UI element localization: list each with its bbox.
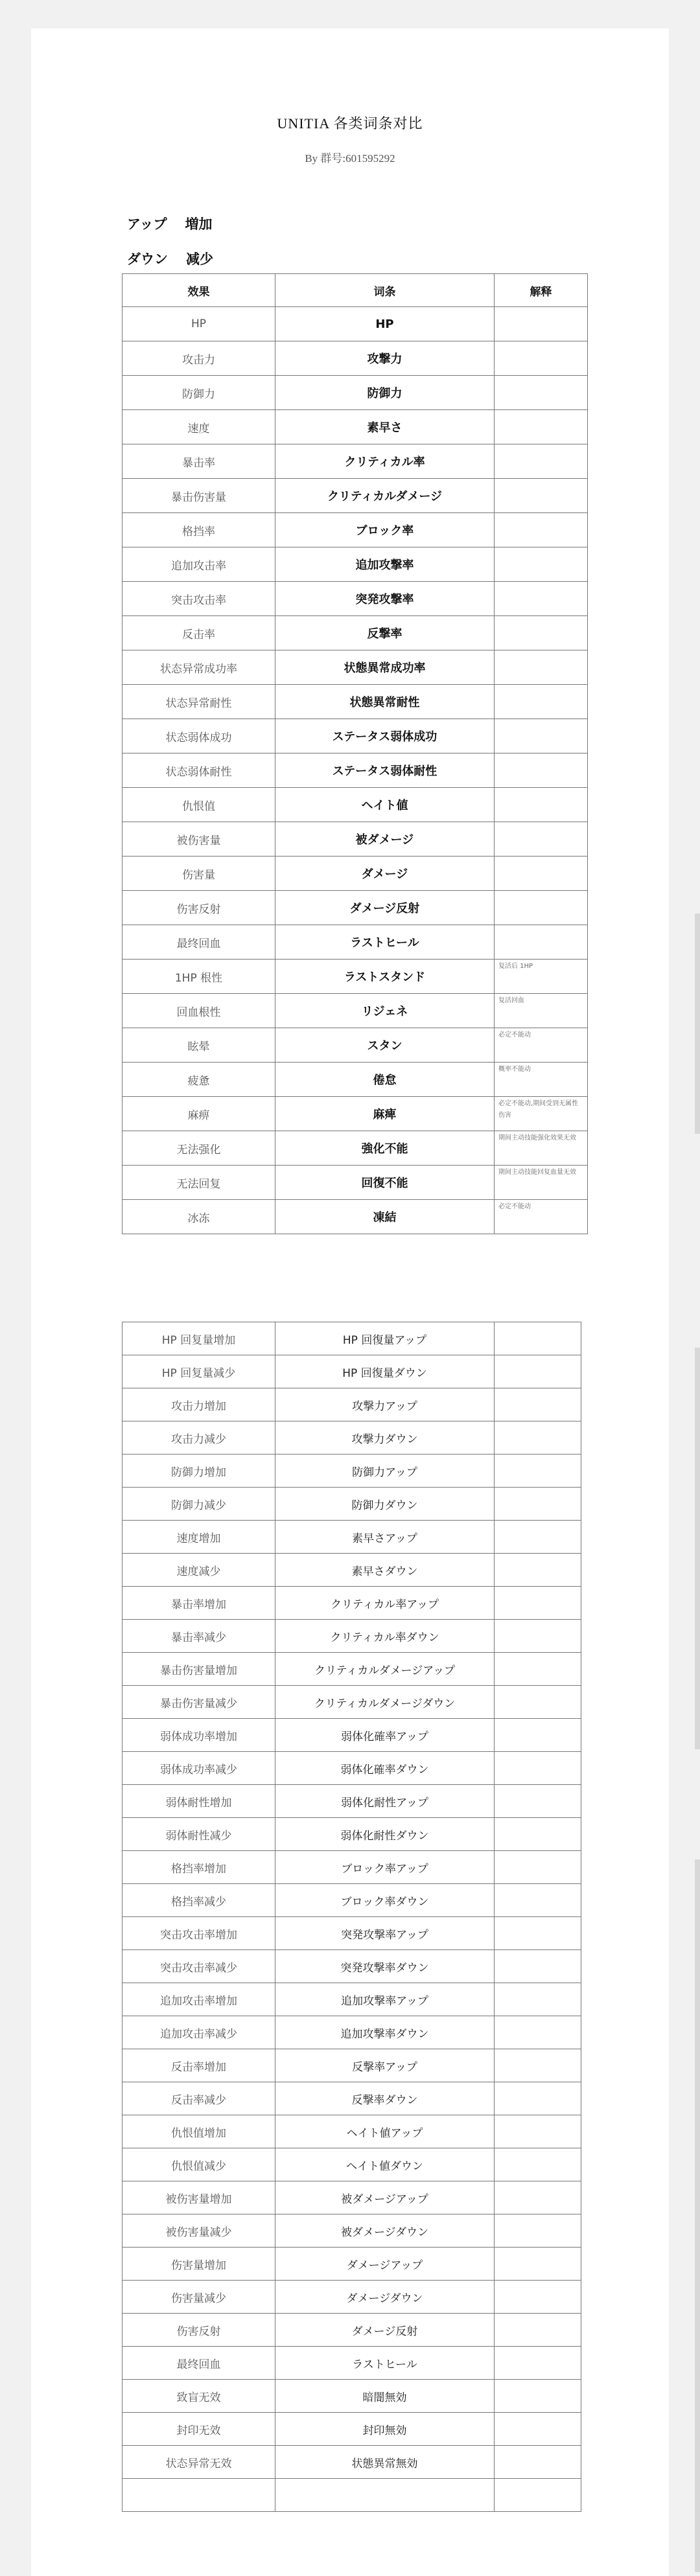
table-row bbox=[122, 2413, 581, 2446]
term-cell: ダメージ反射 bbox=[275, 2314, 495, 2347]
term-cell: 麻痺 bbox=[275, 1097, 495, 1131]
effect-cell: 弱体成功率增加 bbox=[122, 1719, 275, 1752]
effect-cell: 仇恨值增加 bbox=[122, 2115, 275, 2148]
empty-note-cell bbox=[495, 1653, 581, 1686]
term-cell: HP 回復量アップ bbox=[275, 1322, 495, 1355]
scroll-marker-2 bbox=[695, 1348, 700, 1749]
term-cell: 被ダメージダウン bbox=[275, 2214, 495, 2248]
note-cell bbox=[495, 719, 588, 753]
table-row bbox=[122, 1521, 581, 1554]
term-cell: 状態異常無効 bbox=[275, 2446, 495, 2479]
effect-cell: 无法强化 bbox=[122, 1131, 275, 1166]
table-row bbox=[122, 685, 588, 719]
empty-note-cell bbox=[495, 2413, 581, 2446]
legend-up-jp: アップ bbox=[127, 216, 167, 232]
table-row bbox=[122, 2148, 581, 2181]
empty-note-cell bbox=[495, 1521, 581, 1554]
effect-cell: 暴击率增加 bbox=[122, 1587, 275, 1620]
table-row bbox=[122, 444, 588, 479]
empty-note-cell bbox=[495, 2181, 581, 2214]
empty-note-cell bbox=[495, 1818, 581, 1851]
header-term: 词条 bbox=[275, 274, 495, 307]
document-title: UNITIA 各类词条对比 bbox=[277, 115, 423, 132]
empty-note-cell bbox=[495, 1587, 581, 1620]
table-row bbox=[122, 753, 588, 788]
note-cell bbox=[495, 341, 588, 376]
effect-cell: 弱体耐性减少 bbox=[122, 1818, 275, 1851]
effect-cell: 被伤害量 bbox=[122, 822, 275, 857]
table-row bbox=[122, 2049, 581, 2082]
term-cell: リジェネ bbox=[275, 994, 495, 1028]
empty-note-cell bbox=[495, 1620, 581, 1653]
term-cell: 突発攻撃率アップ bbox=[275, 1917, 495, 1950]
term-cell: ステータス弱体成功 bbox=[275, 719, 495, 753]
note-cell: 期间主动技能强化效果无效 bbox=[495, 1131, 588, 1166]
table-row bbox=[122, 1131, 588, 1166]
empty-note-cell bbox=[495, 1785, 581, 1818]
empty-note-cell bbox=[495, 1950, 581, 1983]
term-cell: 被ダメージ bbox=[275, 822, 495, 857]
effect-cell: 疲惫 bbox=[122, 1063, 275, 1097]
effect-cell: HP 回复量减少 bbox=[122, 1355, 275, 1388]
empty-note-cell bbox=[495, 1554, 581, 1587]
term-cell: 素早さ bbox=[275, 410, 495, 444]
effect-cell: 伤害量减少 bbox=[122, 2281, 275, 2314]
effect-cell: 伤害量增加 bbox=[122, 2248, 275, 2281]
effect-cell: 追加攻击率增加 bbox=[122, 1983, 275, 2016]
effect-cell: 反击率增加 bbox=[122, 2049, 275, 2082]
effect-cell: 被伤害量减少 bbox=[122, 2214, 275, 2248]
empty-note-cell bbox=[495, 2049, 581, 2082]
effect-cell: 仇恨值减少 bbox=[122, 2148, 275, 2181]
table-row bbox=[122, 1884, 581, 1917]
table-row bbox=[122, 341, 588, 376]
effect-cell: 暴击伤害量增加 bbox=[122, 1653, 275, 1686]
term-cell: クリティカルダメージアップ bbox=[275, 1653, 495, 1686]
effect-cell: HP 回复量增加 bbox=[122, 1322, 275, 1355]
table-row bbox=[122, 616, 588, 650]
empty-note-cell bbox=[495, 2248, 581, 2281]
empty-note-cell bbox=[495, 2347, 581, 2380]
term-cell: 封印無効 bbox=[275, 2413, 495, 2446]
empty-note-cell bbox=[495, 1983, 581, 2016]
effect-cell: 速度增加 bbox=[122, 1521, 275, 1554]
term-cell: ダメージアップ bbox=[275, 2248, 495, 2281]
term-cell: ステータス弱体耐性 bbox=[275, 753, 495, 788]
effect-cell bbox=[122, 2479, 275, 2512]
effect-cell: 最终回血 bbox=[122, 2347, 275, 2380]
term-cell: 被ダメージアップ bbox=[275, 2181, 495, 2214]
table-row bbox=[122, 822, 588, 857]
table-row bbox=[122, 1388, 581, 1421]
term-cell: ヘイト値アップ bbox=[275, 2115, 495, 2148]
term-table-basic bbox=[122, 273, 588, 1234]
effect-cell: 状态弱体成功 bbox=[122, 719, 275, 753]
effect-cell: 突击攻击率 bbox=[122, 582, 275, 616]
table-header-row bbox=[122, 274, 588, 307]
term-cell: HP 回復量ダウン bbox=[275, 1355, 495, 1388]
term-cell: ブロック率 bbox=[275, 513, 495, 547]
effect-cell: 格挡率 bbox=[122, 513, 275, 547]
table-row bbox=[122, 1554, 581, 1587]
table-row bbox=[122, 1488, 581, 1521]
term-cell: 防御力アップ bbox=[275, 1455, 495, 1488]
note-cell: 复活回血 bbox=[495, 994, 588, 1028]
effect-cell: 状态异常无效 bbox=[122, 2446, 275, 2479]
table-row bbox=[122, 1063, 588, 1097]
term-cell: ブロック率ダウン bbox=[275, 1884, 495, 1917]
effect-cell: 反击率 bbox=[122, 616, 275, 650]
table-row bbox=[122, 2115, 581, 2148]
empty-note-cell bbox=[495, 2479, 581, 2512]
effect-cell: 暴击率 bbox=[122, 444, 275, 479]
effect-cell: 格挡率增加 bbox=[122, 1851, 275, 1884]
table-row bbox=[122, 410, 588, 444]
table-row bbox=[122, 547, 588, 582]
table-row bbox=[122, 960, 588, 994]
note-cell: 期间主动技能回复血量无效 bbox=[495, 1166, 588, 1200]
term-cell: ブロック率アップ bbox=[275, 1851, 495, 1884]
effect-cell: 状态弱体耐性 bbox=[122, 753, 275, 788]
term-cell: 防御力 bbox=[275, 376, 495, 410]
note-cell bbox=[495, 650, 588, 685]
empty-note-cell bbox=[495, 1421, 581, 1455]
table-row bbox=[122, 1983, 581, 2016]
empty-note-cell bbox=[495, 1917, 581, 1950]
table-row bbox=[122, 1752, 581, 1785]
note-cell bbox=[495, 788, 588, 822]
term-cell: ヘイト値 bbox=[275, 788, 495, 822]
term-cell: ラストヒール bbox=[275, 2347, 495, 2380]
empty-note-cell bbox=[495, 1455, 581, 1488]
legend-up bbox=[127, 214, 231, 233]
term-cell: 突発攻撃率ダウン bbox=[275, 1950, 495, 1983]
note-cell bbox=[495, 891, 588, 925]
effect-cell: 麻痹 bbox=[122, 1097, 275, 1131]
table-row bbox=[122, 1028, 588, 1063]
table-row bbox=[122, 891, 588, 925]
empty-note-cell bbox=[495, 2446, 581, 2479]
scroll-marker-3 bbox=[695, 1859, 700, 2572]
effect-cell: 速度 bbox=[122, 410, 275, 444]
effect-cell: 无法回复 bbox=[122, 1166, 275, 1200]
table-row bbox=[122, 513, 588, 547]
table-row bbox=[122, 1097, 588, 1131]
effect-cell: 防御力减少 bbox=[122, 1488, 275, 1521]
note-cell: 必定不能动 bbox=[495, 1200, 588, 1234]
legend-down-cn: 减少 bbox=[186, 251, 213, 267]
effect-cell: 弱体耐性增加 bbox=[122, 1785, 275, 1818]
table-row bbox=[122, 1818, 581, 1851]
empty-note-cell bbox=[495, 2148, 581, 2181]
term-cell: HP bbox=[275, 307, 495, 341]
table-row bbox=[122, 719, 588, 753]
effect-cell: 格挡率减少 bbox=[122, 1884, 275, 1917]
term-cell: 素早さダウン bbox=[275, 1554, 495, 1587]
note-cell: 概率不能动 bbox=[495, 1063, 588, 1097]
effect-cell: HP bbox=[122, 307, 275, 341]
effect-cell: 攻击力增加 bbox=[122, 1388, 275, 1421]
table-row bbox=[122, 1917, 581, 1950]
term-cell: 弱体化確率アップ bbox=[275, 1719, 495, 1752]
effect-cell: 攻击力减少 bbox=[122, 1421, 275, 1455]
table-row bbox=[122, 2214, 581, 2248]
note-cell bbox=[495, 376, 588, 410]
table-row bbox=[122, 1950, 581, 1983]
term-cell: 弱体化耐性ダウン bbox=[275, 1818, 495, 1851]
table-row bbox=[122, 2016, 581, 2049]
term-cell: ヘイト値ダウン bbox=[275, 2148, 495, 2181]
effect-cell: 速度减少 bbox=[122, 1554, 275, 1587]
document-subtitle: By 群号:601595292 bbox=[305, 152, 395, 165]
note-cell bbox=[495, 616, 588, 650]
empty-note-cell bbox=[495, 2082, 581, 2115]
table-row bbox=[122, 2281, 581, 2314]
term-cell: 反撃率ダウン bbox=[275, 2082, 495, 2115]
header-effect: 效果 bbox=[122, 274, 275, 307]
effect-cell: 追加攻击率减少 bbox=[122, 2016, 275, 2049]
empty-note-cell bbox=[495, 1355, 581, 1388]
effect-cell: 眩晕 bbox=[122, 1028, 275, 1063]
table-row bbox=[122, 2082, 581, 2115]
table-row bbox=[122, 582, 588, 616]
term-cell: 攻撃力ダウン bbox=[275, 1421, 495, 1455]
table-row bbox=[122, 1355, 581, 1388]
term-cell: ラストスタンド bbox=[275, 960, 495, 994]
effect-cell: 封印无效 bbox=[122, 2413, 275, 2446]
table-row bbox=[122, 1851, 581, 1884]
term-cell: 素早さアップ bbox=[275, 1521, 495, 1554]
effect-cell: 伤害反射 bbox=[122, 2314, 275, 2347]
table-row bbox=[122, 2181, 581, 2214]
table-row bbox=[122, 1719, 581, 1752]
empty-note-cell bbox=[495, 1752, 581, 1785]
empty-note-cell bbox=[495, 1686, 581, 1719]
table-row bbox=[122, 1421, 581, 1455]
table-row bbox=[122, 1785, 581, 1818]
table-row bbox=[122, 307, 588, 341]
effect-cell: 状态异常耐性 bbox=[122, 685, 275, 719]
effect-cell: 攻击力 bbox=[122, 341, 275, 376]
term-cell: 暗闇無効 bbox=[275, 2380, 495, 2413]
empty-note-cell bbox=[495, 1488, 581, 1521]
term-cell: 倦怠 bbox=[275, 1063, 495, 1097]
effect-cell: 回血根性 bbox=[122, 994, 275, 1028]
empty-note-cell bbox=[495, 2380, 581, 2413]
term-cell: 攻撃力アップ bbox=[275, 1388, 495, 1421]
term-cell: ダメージ bbox=[275, 857, 495, 891]
table-row bbox=[122, 2347, 581, 2380]
effect-cell: 追加攻击率 bbox=[122, 547, 275, 582]
empty-note-cell bbox=[495, 1851, 581, 1884]
term-cell: 反撃率 bbox=[275, 616, 495, 650]
effect-cell: 状态异常成功率 bbox=[122, 650, 275, 685]
table-row bbox=[122, 857, 588, 891]
term-cell: 追加攻撃率 bbox=[275, 547, 495, 582]
table-row bbox=[122, 2479, 581, 2512]
note-cell bbox=[495, 753, 588, 788]
effect-cell: 防御力增加 bbox=[122, 1455, 275, 1488]
table-row bbox=[122, 1455, 581, 1488]
effect-cell: 冰冻 bbox=[122, 1200, 275, 1234]
header-note: 解释 bbox=[495, 274, 588, 307]
note-cell bbox=[495, 444, 588, 479]
legend-down-jp: ダウン bbox=[127, 251, 168, 267]
legend-up-cn: 増加 bbox=[185, 216, 213, 232]
term-cell: ラストヒール bbox=[275, 925, 495, 960]
term-cell: 状態異常成功率 bbox=[275, 650, 495, 685]
effect-cell: 暴击伤害量减少 bbox=[122, 1686, 275, 1719]
table-row bbox=[122, 788, 588, 822]
table-row bbox=[122, 1620, 581, 1653]
effect-cell: 反击率减少 bbox=[122, 2082, 275, 2115]
legend-down bbox=[127, 249, 231, 268]
note-cell bbox=[495, 479, 588, 513]
note-cell bbox=[495, 513, 588, 547]
term-cell: 回復不能 bbox=[275, 1166, 495, 1200]
empty-note-cell bbox=[495, 2281, 581, 2314]
term-cell: 突発攻撃率 bbox=[275, 582, 495, 616]
term-cell: クリティカルダメージ bbox=[275, 479, 495, 513]
note-cell: 必定不能动,期间受到无属性伤害 bbox=[495, 1097, 588, 1131]
term-cell: クリティカル率アップ bbox=[275, 1587, 495, 1620]
effect-cell: 1HP 根性 bbox=[122, 960, 275, 994]
term-cell: 弱体化耐性アップ bbox=[275, 1785, 495, 1818]
table-row bbox=[122, 1166, 588, 1200]
effect-cell: 伤害量 bbox=[122, 857, 275, 891]
note-cell bbox=[495, 925, 588, 960]
scroll-marker-1 bbox=[695, 914, 700, 1134]
term-cell: 反撃率アップ bbox=[275, 2049, 495, 2082]
effect-cell: 最终回血 bbox=[122, 925, 275, 960]
table-row bbox=[122, 2446, 581, 2479]
empty-note-cell bbox=[495, 2314, 581, 2347]
document-page bbox=[31, 29, 669, 2576]
effect-cell: 被伤害量增加 bbox=[122, 2181, 275, 2214]
effect-cell: 致盲无效 bbox=[122, 2380, 275, 2413]
term-cell bbox=[275, 2479, 495, 2512]
empty-note-cell bbox=[495, 1719, 581, 1752]
table-row bbox=[122, 479, 588, 513]
effect-cell: 暴击伤害量 bbox=[122, 479, 275, 513]
term-cell: 追加攻撃率ダウン bbox=[275, 2016, 495, 2049]
effect-cell: 突击攻击率减少 bbox=[122, 1950, 275, 1983]
effect-cell: 突击攻击率增加 bbox=[122, 1917, 275, 1950]
effect-cell: 防御力 bbox=[122, 376, 275, 410]
table-row bbox=[122, 376, 588, 410]
table-row bbox=[122, 2380, 581, 2413]
effect-cell: 弱体成功率减少 bbox=[122, 1752, 275, 1785]
term-cell: ダメージダウン bbox=[275, 2281, 495, 2314]
note-cell: 必定不能动 bbox=[495, 1028, 588, 1063]
table-row bbox=[122, 1200, 588, 1234]
term-cell: ダメージ反射 bbox=[275, 891, 495, 925]
note-cell bbox=[495, 582, 588, 616]
term-cell: 防御力ダウン bbox=[275, 1488, 495, 1521]
table-row bbox=[122, 2248, 581, 2281]
table-row bbox=[122, 1653, 581, 1686]
empty-note-cell bbox=[495, 2016, 581, 2049]
note-cell bbox=[495, 547, 588, 582]
table-row bbox=[122, 650, 588, 685]
effect-cell: 伤害反射 bbox=[122, 891, 275, 925]
table-row bbox=[122, 925, 588, 960]
table-row bbox=[122, 1322, 581, 1355]
term-cell: スタン bbox=[275, 1028, 495, 1063]
term-cell: クリティカル率 bbox=[275, 444, 495, 479]
note-cell bbox=[495, 410, 588, 444]
effect-cell: 仇恨值 bbox=[122, 788, 275, 822]
term-cell: クリティカルダメージダウン bbox=[275, 1686, 495, 1719]
term-cell: 弱体化確率ダウン bbox=[275, 1752, 495, 1785]
empty-note-cell bbox=[495, 1388, 581, 1421]
empty-note-cell bbox=[495, 1884, 581, 1917]
empty-note-cell bbox=[495, 1322, 581, 1355]
table-row bbox=[122, 1587, 581, 1620]
empty-note-cell bbox=[495, 2115, 581, 2148]
empty-note-cell bbox=[495, 2214, 581, 2248]
note-cell bbox=[495, 685, 588, 719]
table-row bbox=[122, 994, 588, 1028]
term-cell: クリティカル率ダウン bbox=[275, 1620, 495, 1653]
effect-cell: 暴击率减少 bbox=[122, 1620, 275, 1653]
table-row bbox=[122, 1686, 581, 1719]
note-cell bbox=[495, 857, 588, 891]
table-row bbox=[122, 2314, 581, 2347]
term-cell: 凍結 bbox=[275, 1200, 495, 1234]
term-cell: 強化不能 bbox=[275, 1131, 495, 1166]
note-cell bbox=[495, 822, 588, 857]
term-cell: 攻撃力 bbox=[275, 341, 495, 376]
term-cell: 状態異常耐性 bbox=[275, 685, 495, 719]
note-cell: 复活后 1HP bbox=[495, 960, 588, 994]
note-cell bbox=[495, 307, 588, 341]
term-cell: 追加攻撃率アップ bbox=[275, 1983, 495, 2016]
term-table-modifiers bbox=[122, 1322, 581, 2512]
